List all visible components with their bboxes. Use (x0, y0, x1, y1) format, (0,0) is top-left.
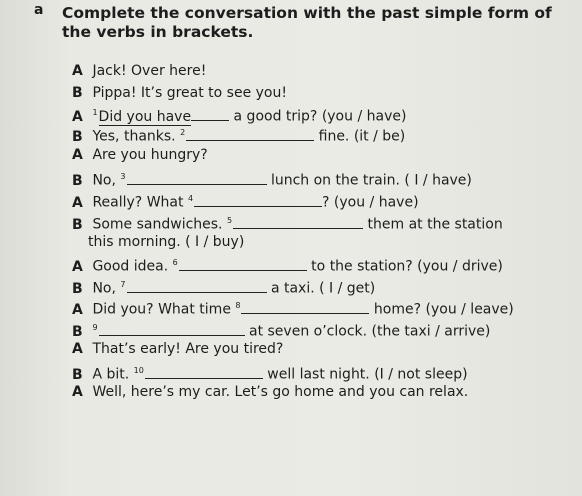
line-text: to the station? (you / drive) (306, 258, 503, 275)
answer-blank[interactable] (99, 321, 245, 336)
dialogue-line (72, 124, 405, 146)
line-text: home? (you / leave) (369, 301, 514, 318)
answer-blank[interactable] (194, 192, 322, 207)
line-text: well last night. (I / not sleep) (262, 366, 468, 383)
speaker-label: A (72, 301, 83, 318)
line-text: Yes, thanks. (92, 128, 181, 145)
speaker-label: B (72, 128, 83, 145)
dialogue-line (72, 212, 503, 234)
line-text: a good trip? (you / have) (229, 108, 407, 125)
line-text: Well, here’s my car. Let’s go home and you can relax. (92, 384, 469, 400)
speaker-label: A (72, 258, 83, 275)
gap-number: 6 (172, 258, 178, 267)
answer-blank[interactable] (186, 126, 314, 141)
line-text: Did you? What time (92, 301, 236, 318)
speaker-label: A (72, 341, 83, 357)
dialogue-line (72, 362, 468, 384)
answer-blank[interactable] (127, 278, 267, 293)
gap-number: 1 (92, 108, 98, 117)
dialogue-line (72, 297, 514, 319)
dialogue-line (72, 319, 490, 341)
dialogue-line (72, 104, 406, 126)
speaker-label: B (72, 280, 83, 297)
speaker-label: A (72, 108, 83, 125)
line-text: That’s early! Are you tired? (92, 341, 284, 357)
line-text: fine. (it / be) (314, 128, 406, 145)
dialogue-line-continuation: this morning. ( I / buy) (88, 234, 245, 250)
speaker-label: B (72, 172, 83, 189)
dialogue-line (72, 383, 468, 401)
gap-number: 7 (120, 280, 126, 289)
gap-number: 9 (92, 323, 98, 332)
dialogue-line (72, 340, 283, 358)
speaker-label: A (72, 147, 83, 163)
answer-blank[interactable] (127, 170, 267, 185)
line-text: Pippa! It’s great to see you! (92, 85, 287, 101)
line-text: at seven o’clock. (the taxi / arrive) (244, 323, 491, 340)
gap-number: 5 (226, 216, 233, 225)
line-text: Good idea. (92, 258, 173, 275)
line-text: Some sandwiches. (92, 216, 227, 233)
speaker-label: A (72, 63, 83, 79)
line-text: Really? What (92, 194, 188, 211)
dialogue-line (72, 62, 206, 80)
gap-number: 8 (235, 301, 241, 310)
line-text: No, (92, 280, 121, 297)
exercise-instruction: Complete the conversation with the past simple form of the verbs in brackets. (62, 4, 552, 41)
speaker-label: B (72, 216, 83, 233)
exercise-letter: a (34, 2, 44, 18)
speaker-label: B (72, 366, 83, 383)
dialogue-line (72, 146, 208, 164)
answer-blank[interactable] (191, 106, 229, 121)
speaker-label: A (72, 384, 83, 400)
answer-blank[interactable] (233, 214, 363, 229)
gap-number: 4 (187, 194, 194, 203)
answer-blank[interactable] (179, 256, 307, 271)
speaker-label: A (72, 194, 83, 211)
answer-blank[interactable] (241, 299, 369, 314)
gap-number: 10 (133, 366, 144, 375)
dialogue-line (72, 84, 287, 102)
line-text: Are you hungry? (92, 147, 208, 163)
line-text: Jack! Over here! (92, 63, 207, 79)
line-text: No, (92, 172, 121, 189)
gap-number: 2 (180, 128, 186, 137)
example-answer: Did you have (98, 108, 192, 125)
dialogue-line (72, 276, 375, 298)
speaker-label: B (72, 85, 83, 101)
line-text: ? (you / have) (322, 194, 419, 211)
answer-blank[interactable] (145, 364, 263, 379)
line-text: them at the station (363, 216, 503, 233)
dialogue-line (72, 190, 419, 212)
dialogue-line (72, 254, 503, 276)
speaker-label: B (72, 323, 83, 340)
line-text: A bit. (92, 366, 134, 383)
line-text: lunch on the train. ( I / have) (266, 172, 472, 189)
line-text: a taxi. ( I / get) (266, 280, 376, 297)
dialogue-line (72, 168, 472, 190)
gap-number: 3 (120, 172, 126, 181)
